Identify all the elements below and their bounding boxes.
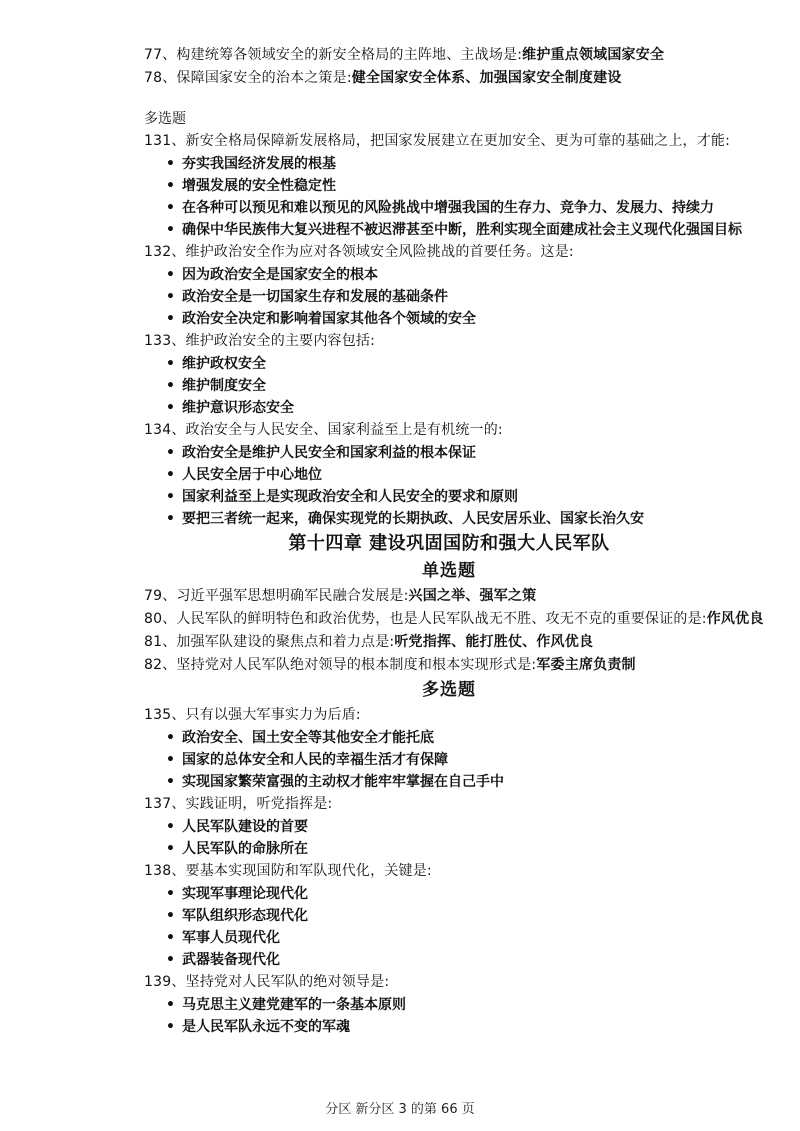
bullet-icon: • (166, 952, 175, 968)
option-item (166, 816, 764, 838)
answer-text: 作风优良 (706, 611, 764, 627)
option-item (166, 905, 764, 927)
question-79 (144, 585, 764, 608)
option-item (166, 727, 764, 749)
option-item (166, 286, 764, 308)
option-item (166, 486, 764, 508)
bullet-icon: • (166, 400, 175, 416)
option-text: 要把三者统一起来，确保实现党的长期执政、人民安居乐业、国家长治久安 (182, 511, 644, 527)
answer-text: 兴国之举、强军之策 (408, 588, 537, 604)
option-list (144, 994, 764, 1038)
bullet-icon: • (166, 311, 175, 327)
bullet-icon: • (166, 730, 175, 746)
bullet-icon: • (166, 267, 175, 283)
option-item (166, 219, 764, 241)
option-item (166, 838, 764, 860)
question-80 (144, 608, 764, 631)
option-item (166, 883, 764, 905)
option-text: 因为政治安全是国家安全的根本 (182, 267, 378, 283)
question-text: 79、习近平强军思想明确军民融合发展是: (144, 588, 409, 604)
bullet-icon: • (166, 289, 175, 305)
question-text: 81、加强军队建设的聚焦点和着力点是: (144, 634, 395, 650)
chapter-title: 第十四章 建设巩固国防和强大人民军队 (288, 533, 610, 554)
question-text: 80、人民军队的鲜明特色和政治优势，也是人民军队战无不胜、攻无不克的重要保证的是: (144, 611, 707, 627)
option-item (166, 1016, 764, 1038)
option-text: 国家的总体安全和人民的幸福生活才有保障 (182, 752, 448, 768)
question-text: 82、坚持党对人民军队绝对领导的根本制度和根本实现形式是: (144, 657, 537, 673)
option-list (144, 883, 764, 971)
option-text: 军事人员现代化 (182, 930, 280, 946)
question-78 (144, 67, 764, 90)
bullet-icon: • (166, 819, 175, 835)
question-text: 134、政治安全与人民安全、国家利益至上是有机统一的: (144, 422, 503, 438)
option-text: 军队组织形态现代化 (182, 908, 308, 924)
option-text: 维护意识形态安全 (182, 400, 294, 416)
bullet-icon: • (166, 467, 175, 483)
bullet-icon: • (166, 908, 175, 924)
option-list (144, 264, 764, 330)
option-item (166, 442, 764, 464)
option-list (144, 153, 764, 241)
option-list (144, 816, 764, 860)
bullet-icon: • (166, 930, 175, 946)
question-text: 77、构建统筹各领域安全的新安全格局的主阵地、主战场是: (144, 47, 523, 63)
option-text: 维护政权安全 (182, 356, 266, 372)
option-text: 实现军事理论现代化 (182, 886, 308, 902)
single-choice-list (144, 585, 764, 677)
option-text: 增强发展的安全性稳定性 (182, 178, 336, 194)
single-choice-heading: 单选题 (422, 561, 476, 581)
option-text: 国家利益至上是实现政治安全和人民安全的要求和原则 (182, 489, 518, 505)
page-content (144, 44, 764, 1038)
question-text: 133、维护政治安全的主要内容包括: (144, 333, 376, 349)
option-text: 维护制度安全 (182, 378, 266, 394)
option-item (166, 464, 764, 486)
option-item (166, 353, 764, 375)
option-item (166, 994, 764, 1016)
bullet-icon: • (166, 1019, 175, 1035)
question-text: 135、只有以强大军事实力为后盾: (144, 707, 361, 723)
multi-choice-prev-list (144, 130, 764, 530)
bullet-icon: • (166, 511, 175, 527)
answer-text: 军委主席负责制 (536, 657, 636, 673)
option-text: 人民军队的命脉所在 (182, 841, 308, 857)
option-item (166, 949, 764, 971)
bullet-icon: • (166, 886, 175, 902)
answer-text: 维护重点领域国家安全 (522, 47, 665, 63)
option-text: 是人民军队永远不变的军魂 (182, 1019, 350, 1035)
multi-choice-list (144, 704, 764, 1038)
option-item (166, 375, 764, 397)
question-text: 78、保障国家安全的治本之策是: (144, 70, 352, 86)
option-text: 武器装备现代化 (182, 952, 280, 968)
bullet-icon: • (166, 841, 175, 857)
multi-choice-heading: 多选题 (422, 680, 476, 700)
option-item (166, 264, 764, 286)
bullet-icon: • (166, 997, 175, 1013)
option-item (166, 197, 764, 219)
single-choice-prev-list (144, 44, 764, 90)
option-item (166, 308, 764, 330)
question-text: 131、新安全格局保障新发展格局，把国家发展建立在更加安全、更为可靠的基础之上，才能: (144, 133, 731, 149)
option-item (166, 771, 764, 793)
question-text: 138、要基本实现国防和军队现代化，关键是: (144, 863, 432, 879)
option-item (166, 397, 764, 419)
option-text: 马克思主义建党建军的一条基本原则 (182, 997, 406, 1013)
bullet-icon: • (166, 445, 175, 461)
option-item (166, 175, 764, 197)
page-footer: 分区 新分区 3 的第 66 页 (325, 1102, 475, 1117)
bullet-icon: • (166, 752, 175, 768)
question-77 (144, 44, 764, 67)
bullet-icon: • (166, 200, 175, 216)
bullet-icon: • (166, 222, 175, 238)
option-item (166, 927, 764, 949)
option-text: 夯实我国经济发展的根基 (182, 156, 336, 172)
bullet-icon: • (166, 378, 175, 394)
question-82 (144, 654, 764, 677)
option-text: 政治安全决定和影响着国家其他各个领域的安全 (182, 311, 476, 327)
bullet-icon: • (166, 178, 175, 194)
answer-text: 听党指挥、能打胜仗、作风优良 (394, 634, 594, 650)
option-text: 政治安全是维护人民安全和国家利益的根本保证 (182, 445, 476, 461)
option-item (166, 153, 764, 175)
option-text: 政治安全、国土安全等其他安全才能托底 (182, 730, 434, 746)
answer-text: 健全国家安全体系、加强国家安全制度建设 (351, 70, 622, 86)
option-list (144, 442, 764, 530)
question-81 (144, 631, 764, 654)
option-item (166, 508, 764, 530)
option-text: 在各种可以预见和难以预见的风险挑战中增强我国的生存力、竞争力、发展力、持续力 (182, 200, 714, 216)
option-text: 政治安全是一切国家生存和发展的基础条件 (182, 289, 448, 305)
multi-choice-label: 多选题 (144, 111, 186, 127)
bullet-icon: • (166, 156, 175, 172)
question-text: 139、坚持党对人民军队的绝对领导是: (144, 974, 390, 990)
bullet-icon: • (166, 356, 175, 372)
option-item (166, 749, 764, 771)
option-text: 实现国家繁荣富强的主动权才能牢牢掌握在自己手中 (182, 774, 504, 790)
option-text: 人民军队建设的首要 (182, 819, 308, 835)
option-text: 人民安全居于中心地位 (182, 467, 322, 483)
option-list (144, 727, 764, 793)
option-list (144, 353, 764, 419)
question-text: 137、实践证明，听党指挥是: (144, 796, 333, 812)
option-text: 确保中华民族伟大复兴进程不被迟滞甚至中断，胜利实现全面建成社会主义现代化强国目标 (182, 222, 742, 238)
bullet-icon: • (166, 489, 175, 505)
bullet-icon: • (166, 774, 175, 790)
question-text: 132、维护政治安全作为应对各领域安全风险挑战的首要任务。这是: (144, 244, 574, 260)
